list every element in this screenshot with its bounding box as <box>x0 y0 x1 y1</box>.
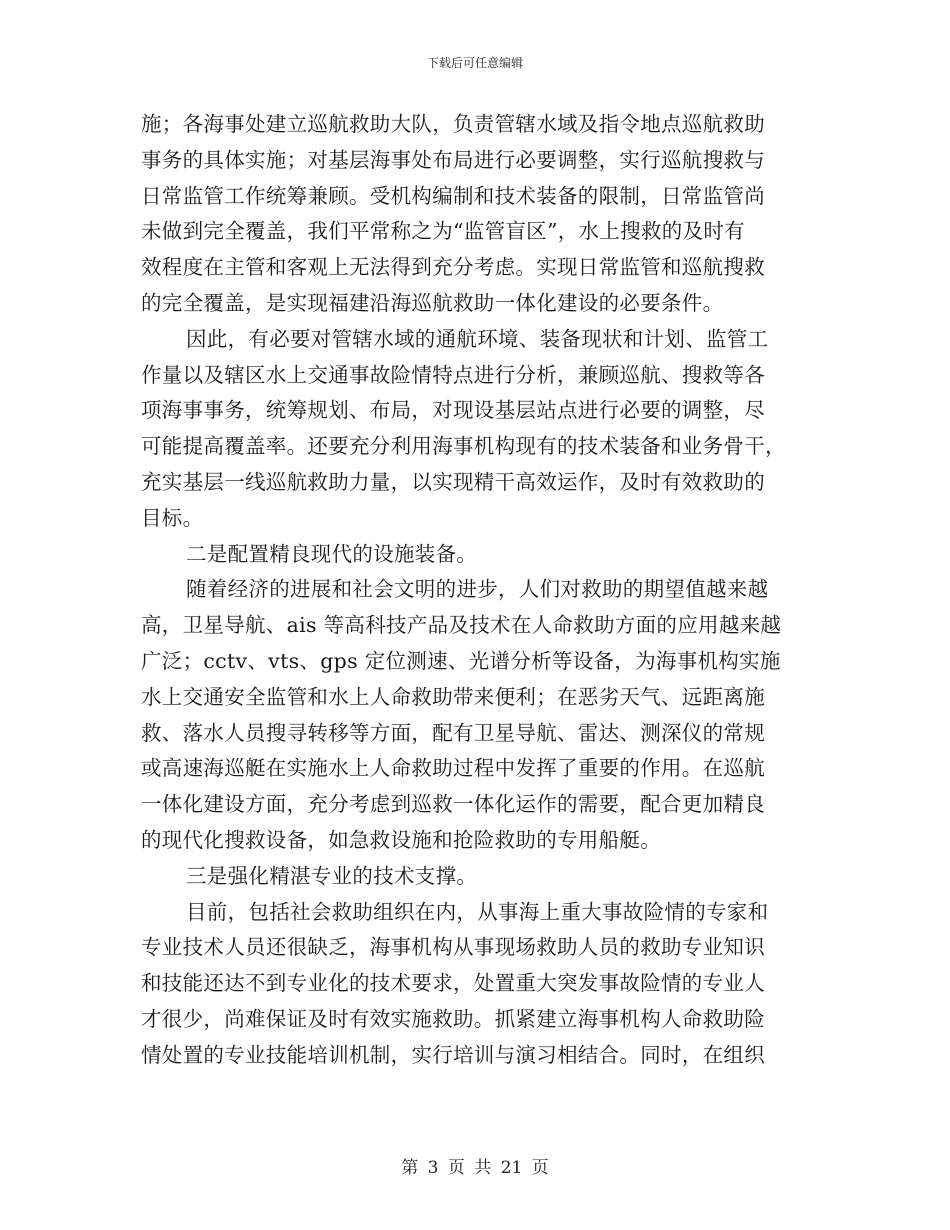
text-line: 和技能还达不到专业化的技术要求，处置重大突发事故险情的专业人 <box>141 971 765 996</box>
text-line: 因此，有必要对管辖水域的通航环境、装备现状和计划、监管工 <box>186 326 769 351</box>
text-line: 广泛；cctv、vts、gps 定位测速、光谱分析等设备，为海事机构实施 <box>141 648 781 673</box>
page-header: 下载后可任意编辑 <box>426 56 523 70</box>
text-line: 专业技术人员还很缺乏，海事机构从事现场救助人员的救助专业知识 <box>141 935 765 960</box>
text-line: 日常监管工作统筹兼顾。受机构编制和技术装备的限制，日常监管尚 <box>141 183 765 208</box>
text-line: 二是配置精良现代的设施装备。 <box>186 541 478 566</box>
text-line: 效程度在主管和客观上无法得到充分考虑。实现日常监管和巡航搜救 <box>141 255 765 280</box>
text-line: 救、落水人员搜寻转移等方面，配有卫星导航、雷达、测深仪的常规 <box>141 720 765 745</box>
text-line: 目标。 <box>141 505 204 530</box>
text-line: 施；各海事处建立巡航救助大队，负责管辖水域及指令地点巡航救助 <box>141 112 765 136</box>
text-line: 项海事事务，统筹规划、布局，对现设基层站点进行必要的调整，尽 <box>141 398 765 423</box>
text-line: 随着经济的进展和社会文明的进步，人们对救助的期望值越来越 <box>186 577 769 602</box>
text-line: 才很少，尚难保证及时有效实施救助。抓紧建立海事机构人命救助险 <box>141 1006 765 1031</box>
text-line: 的完全覆盖，是实现福建沿海巡航救助一体化建设的必要条件。 <box>141 290 724 315</box>
text-line: 水上交通安全监管和水上人命救助带来便利；在恶劣天气、远距离施 <box>141 684 765 709</box>
text-line: 高，卫星导航、ais 等高科技产品及技术在人命救助方面的应用越来越 <box>141 613 782 638</box>
text-line: 未做到完全覆盖，我们平常称之为“监管盲区”，水上搜救的及时有 <box>141 219 745 244</box>
text-line: 充实基层一线巡航救助力量，以实现精干高效运作，及时有效救助的 <box>141 469 765 494</box>
document-body <box>141 107 809 1074</box>
text-line: 事务的具体实施；对基层海事处布局进行必要调整，实行巡航搜救与 <box>141 147 765 172</box>
text-line: 情处置的专业技能培训机制，实行培训与演习相结合。同时，在组织 <box>141 1042 765 1067</box>
text-line: 作量以及辖区水上交通事故险情特点进行分析，兼顾巡航、搜救等各 <box>141 362 765 387</box>
text-line: 目前，包括社会救助组织在内，从事海上重大事故险情的专家和 <box>186 899 769 924</box>
text-line: 或高速海巡艇在实施水上人命救助过程中发挥了重要的作用。在巡航 <box>141 756 765 781</box>
text-line: 的现代化搜救设备，如急救设施和抢险救助的专用船艇。 <box>141 827 661 852</box>
page-number-footer: 第 3 页 共 21 页 <box>401 1158 549 1178</box>
text-line: 可能提高覆盖率。还要充分利用海事机构现有的技术装备和业务骨干， <box>141 434 786 459</box>
text-line: 三是强化精湛专业的技术支撑。 <box>186 863 478 888</box>
text-line: 一体化建设方面，充分考虑到巡救一体化运作的需要，配合更加精良 <box>141 792 765 817</box>
